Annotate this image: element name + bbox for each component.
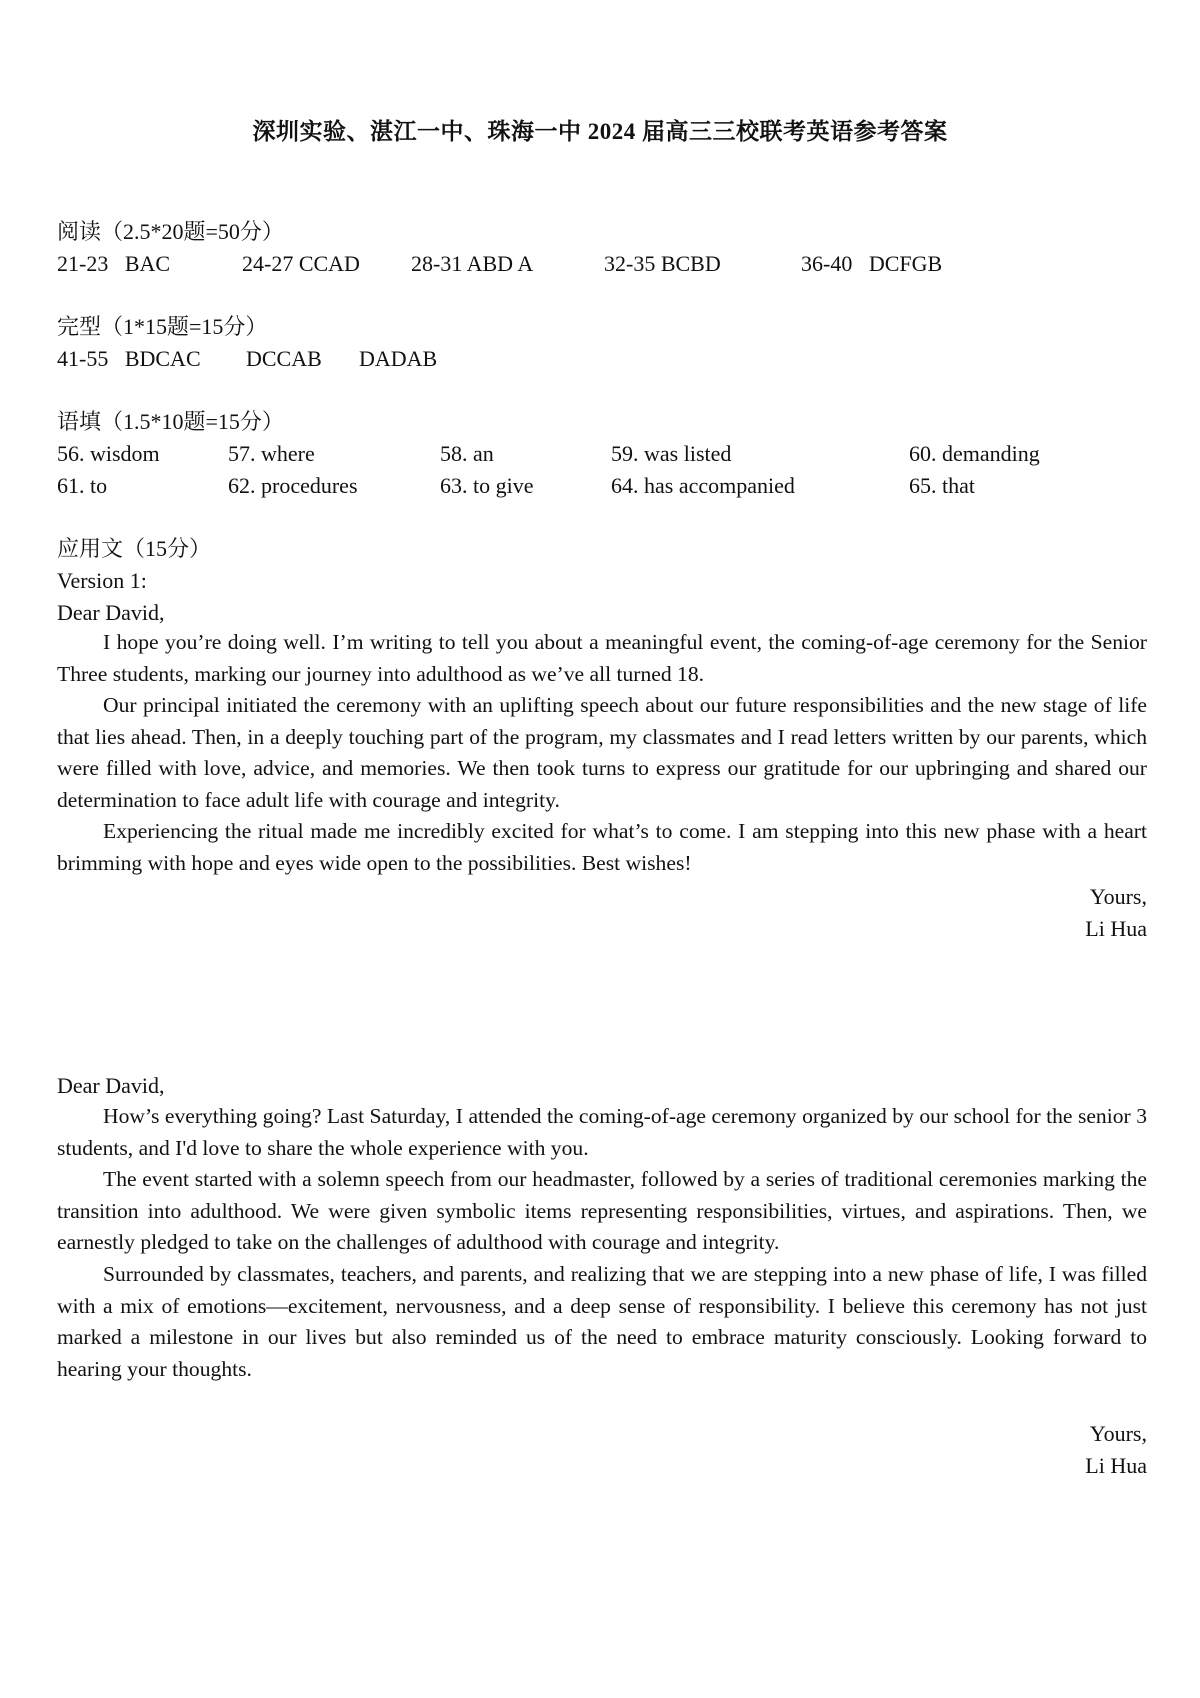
letter2-paragraph-1: How’s everything going? Last Saturday, I attended the coming-of-age ceremony organized by our school for the senior 3 students, and I'd love to share the whole experience with you. [57, 1104, 1147, 1160]
grammar-answer-58: 58. an [440, 441, 494, 466]
writing-heading: 应用文（15分） [57, 536, 212, 561]
letter1-paragraph-1: I hope you’re doing well. I’m writing to tell you about a meaningful event, the coming-of-age ceremony for the Senior Three students, marking our journey into adulthood as we’ve all turned 18. [57, 630, 1147, 686]
grammar-answer-62: 62. procedures [228, 473, 358, 498]
grammar-heading: 语填（1.5*10题=15分） [57, 409, 284, 434]
version-label: Version 1: [57, 568, 147, 593]
letter1-signature: Li Hua [1085, 916, 1147, 941]
reading-answers-36-40: 36-40 DCFGB [801, 251, 943, 276]
reading-heading: 阅读（2.5*20题=50分） [57, 219, 284, 244]
cloze-answers-41-45: 41-55 BDCAC [57, 346, 201, 371]
grammar-answer-59: 59. was listed [611, 441, 732, 466]
letter2-closing: Yours, [1089, 1421, 1147, 1446]
letter2-paragraph-3: Surrounded by classmates, teachers, and parents, and realizing that we are stepping into a new phase of life, I was filled with a mix of emotions—excitement, nervousness, and a deep sense of responsibility. I believe this ceremony has not just marked a milestone in our lives but also reminded us of the need to embrace maturity consciously. Looking forward to hearing your thoughts. [57, 1262, 1147, 1381]
cloze-answers-51-55: DADAB [359, 346, 438, 371]
grammar-answer-56: 56. wisdom [57, 441, 160, 466]
letter2-signature: Li Hua [1085, 1453, 1147, 1478]
letter1-greeting: Dear David, [57, 600, 165, 625]
reading-answers-24-27: 24-27 CCAD [242, 251, 360, 276]
letter1-paragraph-3: Experiencing the ritual made me incredibly excited for what’s to come. I am stepping into this new phase with a heart brimming with hope and eyes wide open to the possibilities. Best wishes! [57, 819, 1147, 875]
cloze-answers-46-50: DCCAB [246, 346, 322, 371]
cloze-heading: 完型（1*15题=15分） [57, 314, 268, 339]
letter2-paragraph-2: The event started with a solemn speech from our headmaster, followed by a series of traditional ceremonies marking the transition into adulthood. We were given symbolic items representing responsibilities, virtues, and aspirations. Then, we earnestly pledged to take on the challenges of adulthood with courage and integrity. [57, 1167, 1147, 1255]
reading-answers-21-23: 21-23 BAC [57, 251, 171, 276]
reading-answers-28-31: 28-31 ABD A [411, 251, 534, 276]
page-title: 深圳实验、湛江一中、珠海一中 2024 届高三三校联考英语参考答案 [252, 119, 948, 144]
grammar-answer-57: 57. where [228, 441, 315, 466]
grammar-answer-64: 64. has accompanied [611, 473, 795, 498]
grammar-answer-60: 60. demanding [909, 441, 1040, 466]
letter2-greeting: Dear David, [57, 1073, 165, 1098]
grammar-answer-65: 65. that [909, 473, 975, 498]
letter1-paragraph-2: Our principal initiated the ceremony with an uplifting speech about our future responsibilities and the new stage of life that lies ahead. Then, in a deeply touching part of the program, my classmates and I read letters written by our parents, which were filled with love, advice, and memories. We then took turns to express our gratitude for our upbringing and shared our determination to face adult life with courage and integrity. [57, 693, 1147, 812]
grammar-answer-61: 61. to [57, 473, 108, 498]
grammar-answer-63: 63. to give [440, 473, 534, 498]
reading-answers-32-35: 32-35 BCBD [604, 251, 721, 276]
letter1-closing: Yours, [1089, 884, 1147, 909]
